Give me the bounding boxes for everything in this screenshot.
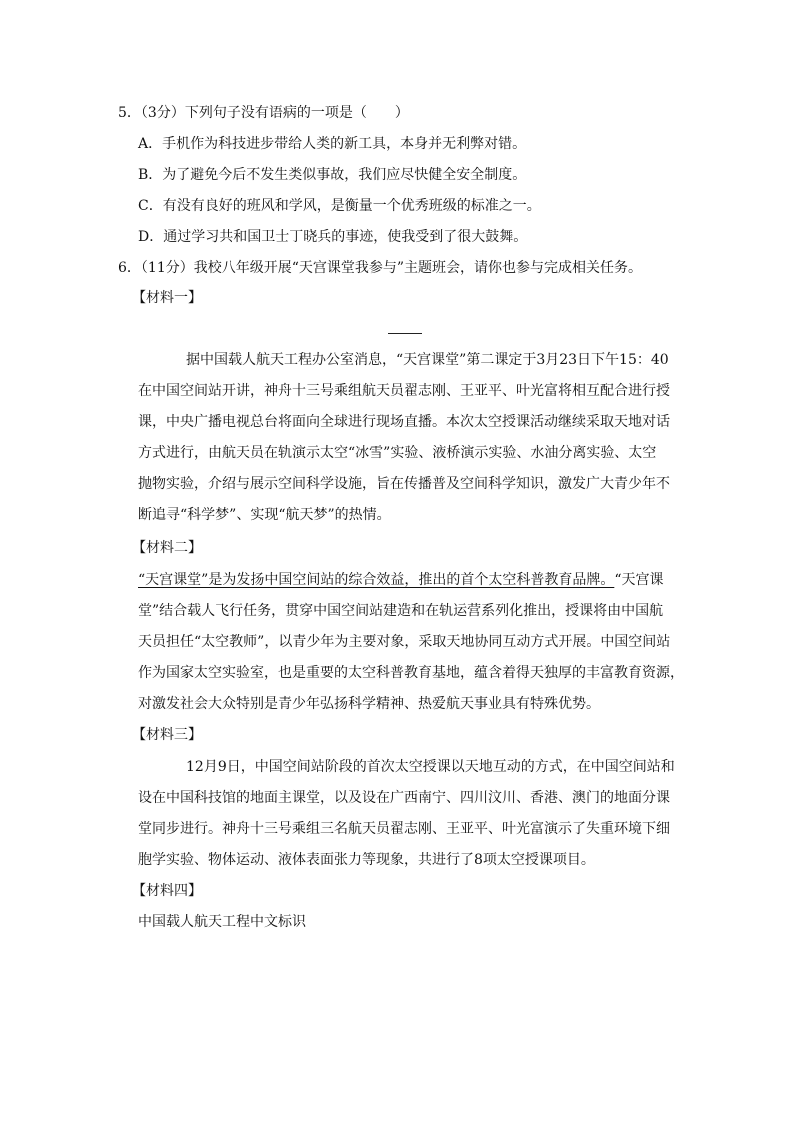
material-2-line: 作为国家太空实验室，也是重要的太空科普教育基地，蕴含着得天独厚的丰富教育资源，	[138, 665, 684, 681]
material-1-line: 断追寻“科学梦”、实现“航天梦”的热情。	[138, 507, 391, 523]
material-2-line: 天员担任“太空教师”，以青少年为主要对象，采取天地协同互动方式开展。中国空间站	[138, 634, 671, 650]
material-3-heading: 【材料三】	[132, 727, 202, 743]
title-blank-line	[388, 333, 422, 334]
material-1-line: 抛物实验，介绍与展示空间科学设施，旨在传播普及空间科学知识，激发广大青少年不	[138, 476, 670, 492]
material-1-line: 课，中央广播电视总台将面向全球进行现场直播。本次太空授课活动继续采取天地对话	[138, 414, 670, 430]
option-a: A．手机作为科技进步带给人类的新工具，本身并无利弊对错。	[138, 136, 527, 152]
material-2-first-rest: “天宫课	[614, 572, 664, 588]
material-4-heading: 【材料四】	[132, 883, 202, 899]
question-6-stem: 6．（11分）我校八年级开展“天宫课堂我参与”主题班会，请你也参与完成相关任务。	[118, 260, 643, 276]
option-d: D．通过学习共和国卫士丁晓兵的事迹，使我受到了很大鼓舞。	[138, 229, 528, 245]
material-2-first-line	[138, 570, 663, 590]
option-b: B．为了避免今后不发生类似事故，我们应尽快健全安全制度。	[138, 167, 527, 183]
material-3-line: 设在中国科技馆的地面主课堂，以及设在广西南宁、四川汶川、香港、澳门的地面分课	[138, 790, 670, 806]
material-2-line: 对激发社会大众特别是青少年弘扬科学精神、热爱航天事业具有特殊优势。	[138, 696, 600, 712]
option-c: C．有没有良好的班风和学风，是衡量一个优秀班级的标准之一。	[138, 198, 541, 214]
material-1-line: 方式进行，由航天员在轨演示太空“冰雪”实验、液桥演示实验、水油分离实验、太空	[138, 445, 657, 461]
material-1-line: 据中国载人航天工程办公室消息，“天宫课堂”第二课定于3月23日下午15：40	[186, 352, 669, 368]
material-1-heading: 【材料一】	[132, 290, 202, 306]
material-2-line: 堂”结合载人飞行任务，贯穿中国空间站建造和在轨运营系列化推出，授课将由中国航	[138, 603, 664, 619]
question-5-stem: 5．（3分）下列句子没有语病的一项是（ ）	[118, 105, 409, 121]
material-3-line: 12月9日，中国空间站阶段的首次太空授课以天地互动的方式，在中国空间站和	[186, 759, 675, 775]
material-2-heading: 【材料二】	[132, 540, 202, 556]
material-1-line: 在中国空间站开讲，神舟十三号乘组航天员翟志刚、王亚平、叶光富将相互配合进行授	[138, 383, 670, 399]
material-3-line: 堂同步进行。神舟十三号乘组三名航天员翟志刚、王亚平、叶光富演示了失重环境下细	[138, 821, 670, 837]
material-4-line: 中国载人航天工程中文标识	[138, 914, 306, 930]
underlined-sentence: “天宫课堂”是为发扬中国空间站的综合效益，推出的首个太空科普教育品牌。	[138, 572, 615, 588]
material-3-line: 胞学实验、物体运动、液体表面张力等现象，共进行了8项太空授课项目。	[138, 852, 595, 868]
